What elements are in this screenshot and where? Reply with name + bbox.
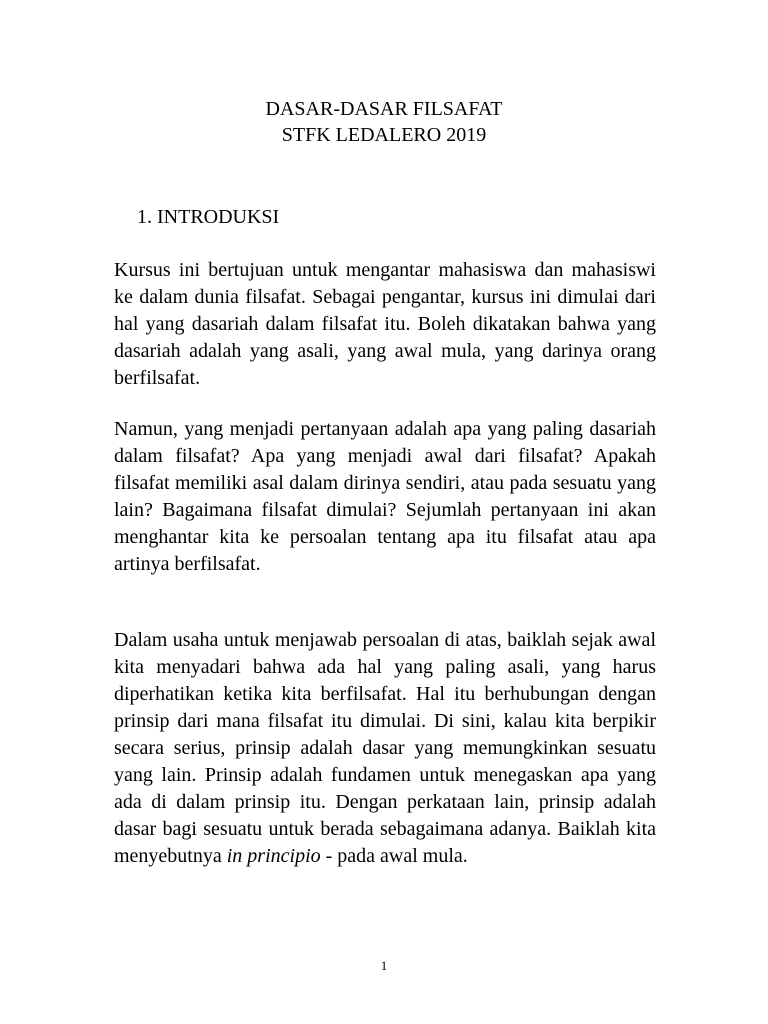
paragraph-3-text-start: Dalam usaha untuk menjawab persoalan di atas, baiklah sejak awal kita menyadari bahwa ada hal yang paling asali, yang harus diperhatikan ketika kita berfilsafat. Hal itu berhubungan dengan prinsip dari mana filsafat itu dimulai. Di sini, kalau kita berpikir secara serius, prinsip adalah dasar yang memungkinkan sesuatu yang lain. Prinsip adalah fundamen untuk menegaskan apa yang ada di dalam prinsip itu. Dengan perkataan lain, prinsip adalah dasar bagi sesuatu untuk berada sebagaimana adanya. Baiklah kita menyebutnya [114, 629, 656, 867]
paragraph-2: Namun, yang menjadi pertanyaan adalah apa yang paling dasariah dalam filsafat? Apa yang menjadi awal dari filsafat? Apakah filsafat memiliki asal dalam dirinya sendiri, atau pada sesuatu yang lain? Bagaimana filsafat dimulai? Sejumlah pertanyaan ini akan menghantar kita ke persoalan tentang apa itu filsafat atau apa artinya berfilsafat. [114, 418, 656, 575]
document-title: DASAR-DASAR FILSAFAT [265, 98, 503, 120]
paragraph-3-text-end: - pada awal mula. [320, 845, 468, 867]
page-number: 1 [380, 958, 388, 973]
paragraph-3-italic-term: in principio [226, 845, 321, 867]
paragraph-3 [114, 627, 656, 870]
paragraph-1: Kursus ini bertujuan untuk mengantar mahasiswa dan mahasiswi ke dalam dunia filsafat. Sebagai pengantar, kursus ini dimulai dari hal yang dasariah dalam filsafat itu. Boleh dikatakan bahwa yang dasariah adalah yang asali, yang awal mula, yang darinya orang berfilsafat. [114, 259, 656, 389]
document-subtitle: STFK LEDALERO 2019 [281, 124, 487, 146]
section-heading: 1. INTRODUKSI [137, 206, 280, 228]
